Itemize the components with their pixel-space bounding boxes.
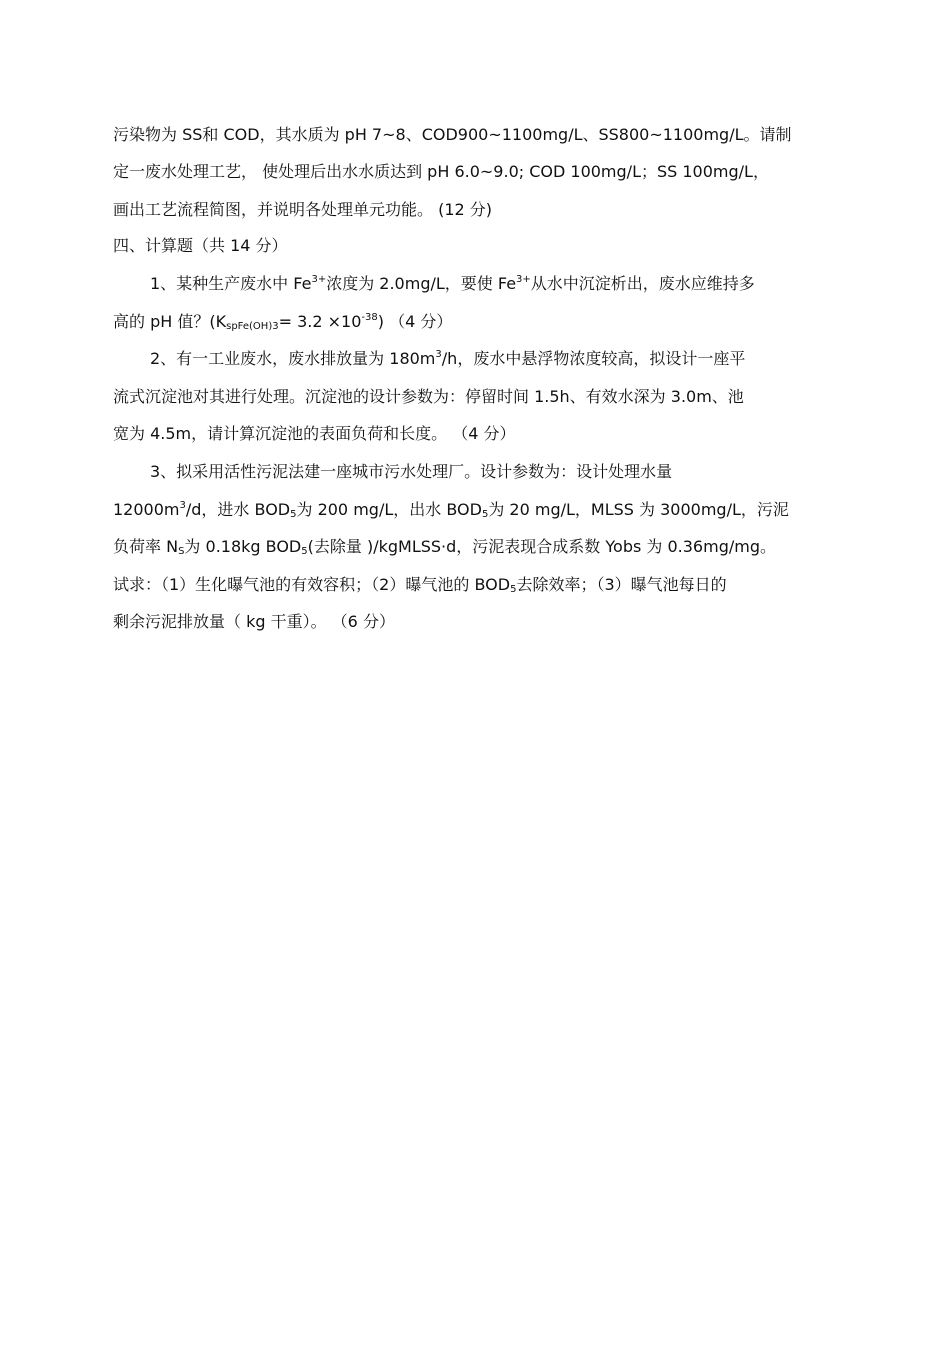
subscript: 5	[290, 509, 297, 520]
text-run: = 3.2 ×10	[278, 312, 362, 331]
question-3-line-1	[150, 461, 843, 483]
problem3-line-1	[113, 124, 843, 146]
text-run: 去除效率；（3）曝气池每日的	[516, 575, 727, 594]
text-run: 浓度为 2.0mg/L，要使 Fe	[326, 274, 517, 293]
subscript: S	[178, 546, 185, 557]
subscript: spFe(OH)3	[226, 321, 279, 332]
text-run: 12000m	[113, 500, 180, 519]
text-run: 流式沉淀池对其进行处理。沉淀池的设计参数为：停留时间 1.5h、有效水深为 3.0m、池	[113, 387, 744, 406]
question-3-line-4	[113, 574, 843, 596]
text-run: (去除量 )/kgMLSS·d，污泥表现合成系数 Yobs 为 0.36mg/mg。	[307, 537, 776, 556]
text-run: 为 0.18kg BOD	[184, 537, 302, 556]
superscript: -38	[361, 312, 378, 323]
text-run: ) （4 分）	[377, 312, 453, 331]
text-run: 3、拟采用活性污泥法建一座城市污水处理厂。设计参数为：设计处理水量	[150, 462, 673, 481]
subscript: 5	[301, 546, 308, 557]
text-run: 剩余污泥排放量（ kg 干重）。 （6 分）	[113, 612, 395, 631]
text-run: 试求：（1）生化曝气池的有效容积；（2）曝气池的 BOD	[113, 575, 511, 594]
question-3-line-2	[113, 499, 843, 521]
question-3-line-3	[113, 536, 843, 558]
question-2-line-2	[113, 386, 843, 408]
text-run: 为 200 mg/L，出水 BOD	[296, 500, 482, 519]
subscript: 5	[510, 584, 517, 595]
question-2-line-3	[113, 423, 843, 445]
superscript: 3+	[516, 274, 531, 285]
superscript: 3	[435, 349, 442, 360]
section-heading	[113, 235, 843, 257]
problem3-line-3	[113, 199, 843, 221]
question-3-line-5	[113, 611, 843, 633]
heading-text: 四、计算题（共 14 分）	[113, 236, 288, 255]
question-2-line-1	[150, 348, 843, 370]
text-run: 污染物为 SS和 COD，其水质为 pH 7~8、COD900~1100mg/L、SS800~1100mg/L。请制	[113, 125, 792, 144]
superscript: 3	[179, 500, 186, 511]
text-run: 1、某种生产废水中 Fe	[150, 274, 312, 293]
text-run: 画出工艺流程简图，并说明各处理单元功能。 (12 分)	[113, 200, 493, 219]
problem3-line-2	[113, 161, 843, 183]
text-run: 从水中沉淀析出，废水应维持多	[530, 274, 755, 293]
text-run: 负荷率 N	[113, 537, 179, 556]
question-1-line-1	[150, 273, 843, 295]
text-run: 为 20 mg/L，MLSS 为 3000mg/L，污泥	[488, 500, 789, 519]
text-run: 2、有一工业废水，废水排放量为 180m	[150, 349, 436, 368]
subscript: 5	[481, 509, 489, 520]
text-run: 高的 pH 值？(K	[113, 312, 227, 331]
text-run: 宽为 4.5m，请计算沉淀池的表面负荷和长度。 （4 分）	[113, 424, 516, 443]
text-run: /h，废水中悬浮物浓度较高，拟设计一座平	[441, 349, 746, 368]
text-run: 定一废水处理工艺， 使处理后出水水质达到 pH 6.0~9.0; COD 100mg/L；SS 100mg/L，	[113, 162, 769, 181]
question-1-line-2	[113, 311, 843, 333]
superscript: 3+	[311, 274, 327, 285]
text-run: /d，进水 BOD	[185, 500, 291, 519]
